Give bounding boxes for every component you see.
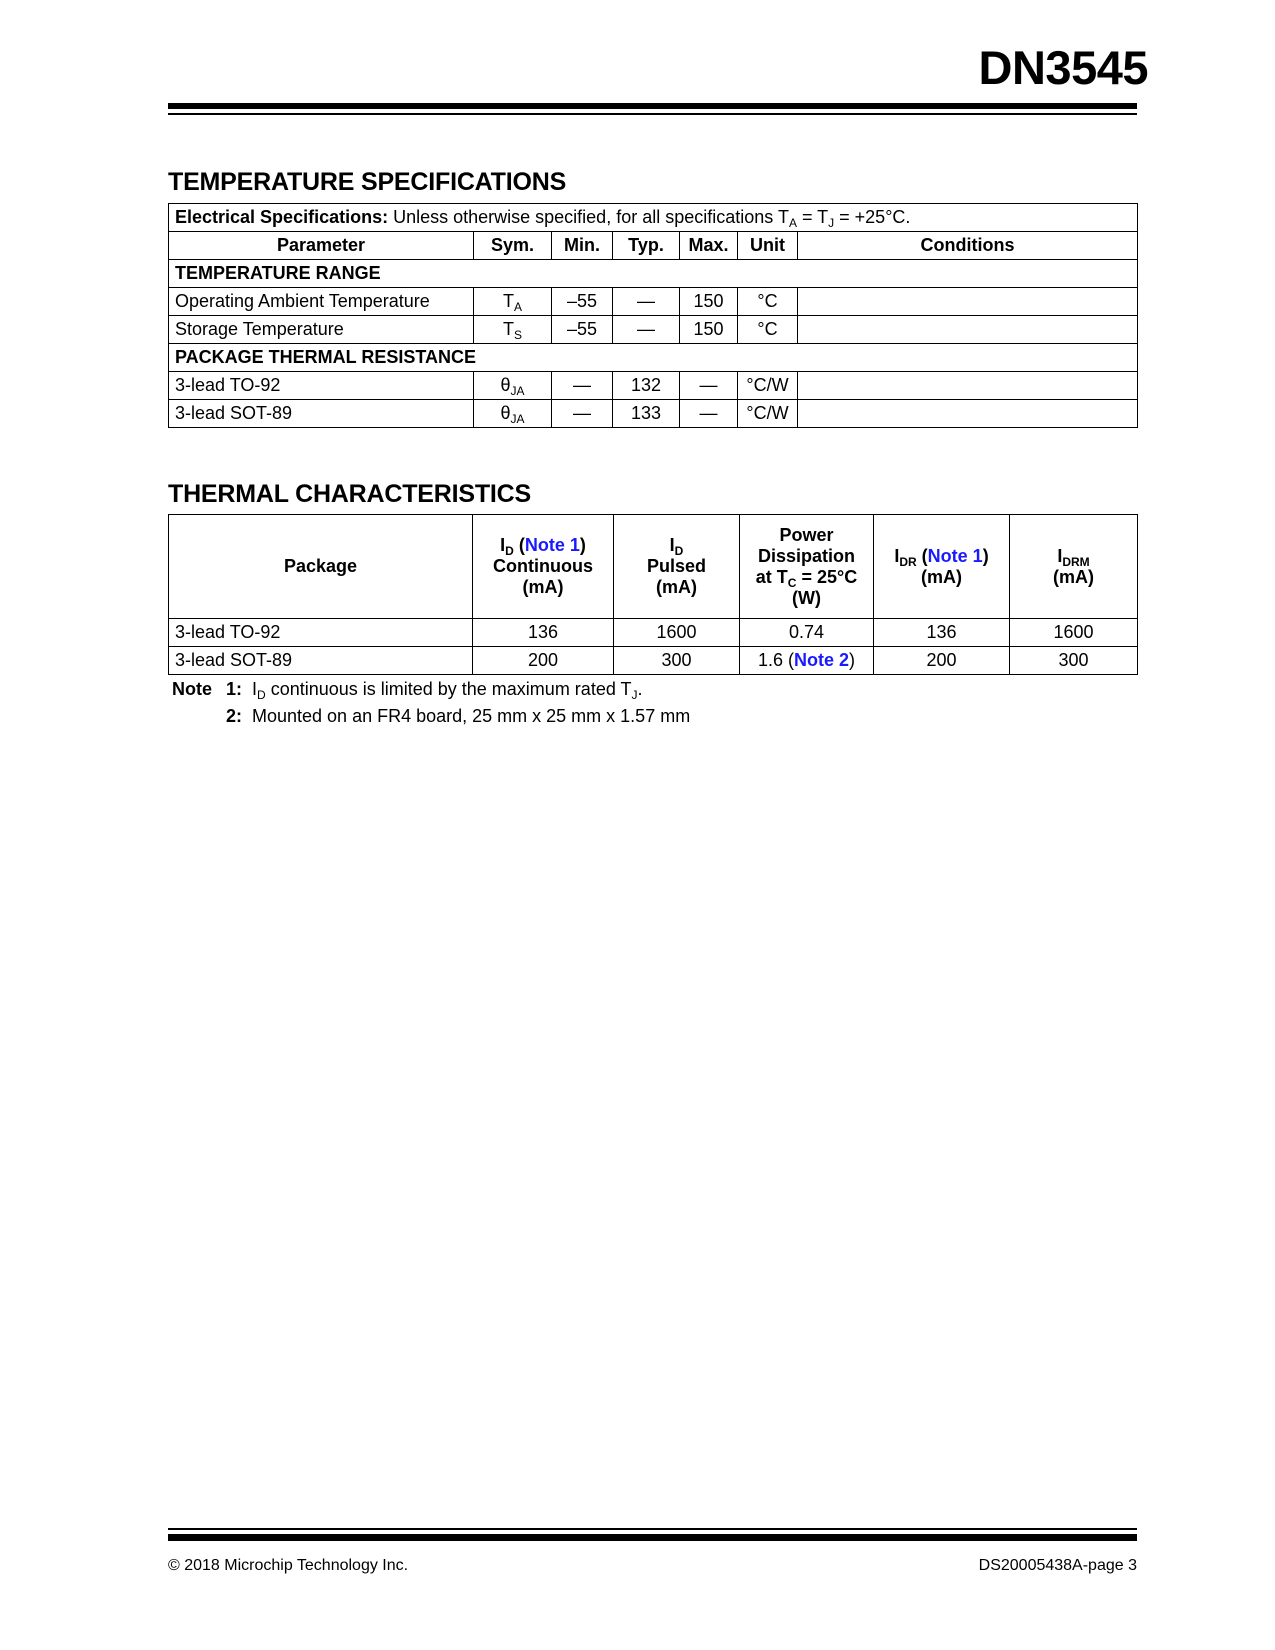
col-min: Min. bbox=[552, 232, 613, 260]
thermal-characteristics-table bbox=[168, 514, 1138, 675]
min-cell: –55 bbox=[552, 316, 613, 344]
unit-cell: °C/W bbox=[738, 372, 798, 400]
header-rule-thin bbox=[168, 113, 1137, 115]
unit-cell: °C/W bbox=[738, 400, 798, 428]
symbol-cell: $\theta_{JA}$ bbox=[474, 372, 552, 400]
table-row bbox=[169, 400, 1138, 428]
electrical-spec-text: Unless otherwise specified, for all specifications $T_A = T_J = +25^\circ C$. bbox=[388, 207, 911, 230]
typ-cell: 133 bbox=[613, 400, 680, 428]
max-cell: — bbox=[680, 372, 738, 400]
temperature-specifications-table bbox=[168, 203, 1138, 428]
document-title: DN3545 bbox=[978, 41, 1148, 94]
max-cell: 150 bbox=[680, 288, 738, 316]
max-cell: 150 bbox=[680, 316, 738, 344]
footer-rule-thin bbox=[168, 1528, 1137, 1530]
note-1-text: $I_D$ continuous is limited by the maximum rated $T_J$. bbox=[252, 679, 643, 702]
col-max: Max. bbox=[680, 232, 738, 260]
col-unit: Unit bbox=[738, 232, 798, 260]
temperature-specifications-heading: TEMPERATURE SPECIFICATIONS bbox=[168, 168, 567, 196]
unit-cell: °C bbox=[738, 316, 798, 344]
footer-copyright: © 2018 Microchip Technology Inc. bbox=[168, 1557, 409, 1574]
idrm-cell: 300 bbox=[1010, 647, 1138, 675]
table-row bbox=[169, 372, 1138, 400]
note-2-label: 2: bbox=[225, 706, 242, 726]
idr-cell: 136 bbox=[874, 619, 1010, 647]
symbol-cell: $T_S$ bbox=[474, 316, 552, 344]
table-row bbox=[169, 647, 1138, 675]
note-1-link[interactable]: Note 1 bbox=[927, 545, 983, 566]
note-1-label: Note 1: bbox=[172, 679, 242, 699]
note-2 bbox=[172, 703, 690, 730]
header-rule-thick bbox=[168, 103, 1137, 109]
max-cell: — bbox=[680, 400, 738, 428]
col-parameter: Parameter bbox=[169, 232, 474, 260]
conditions-cell bbox=[798, 288, 1138, 316]
electrical-spec-row bbox=[169, 204, 1138, 232]
idrm-cell: 1600 bbox=[1010, 619, 1138, 647]
id-pulsed-cell: 300 bbox=[614, 647, 740, 675]
table-header-row bbox=[169, 515, 1138, 619]
id-continuous-cell: 136 bbox=[473, 619, 614, 647]
group-row bbox=[169, 344, 1138, 372]
group-temperature-range: TEMPERATURE RANGE bbox=[169, 260, 1138, 288]
col-id-pulsed: $I_D$ Pulsed (mA) bbox=[614, 515, 740, 619]
param-cell: 3-lead TO-92 bbox=[169, 372, 474, 400]
table-notes bbox=[172, 676, 690, 730]
idr-cell: 200 bbox=[874, 647, 1010, 675]
note-1-link[interactable]: Note 1 bbox=[524, 535, 580, 555]
param-cell: Storage Temperature bbox=[169, 316, 474, 344]
electrical-spec-label: Electrical Specifications: bbox=[175, 207, 389, 227]
table-row bbox=[169, 316, 1138, 344]
col-id-continuous: $I_D$ (Note 1) Continuous (mA) bbox=[473, 515, 614, 619]
thermal-characteristics-heading: THERMAL CHARACTERISTICS bbox=[168, 480, 531, 508]
col-power-dissipation: Power Dissipation at $T_C = 25^\circ C$ (W) bbox=[740, 515, 874, 619]
conditions-cell bbox=[798, 372, 1138, 400]
package-cell: 3-lead SOT-89 bbox=[169, 647, 473, 675]
note-2-text: Mounted on an FR4 board, 25 mm x 25 mm x 1.57 mm bbox=[252, 706, 691, 726]
symbol-cell: $\theta_{JA}$ bbox=[474, 400, 552, 428]
col-idrm: $I_{DRM}$ (mA) bbox=[1010, 515, 1138, 619]
package-cell: 3-lead TO-92 bbox=[169, 619, 473, 647]
param-cell: 3-lead SOT-89 bbox=[169, 400, 474, 428]
id-continuous-cell: 200 bbox=[473, 647, 614, 675]
note-2-link[interactable]: Note 2 bbox=[794, 650, 850, 670]
group-package-thermal-resistance: PACKAGE THERMAL RESISTANCE bbox=[169, 344, 1138, 372]
col-typ: Typ. bbox=[613, 232, 680, 260]
power-cell: 0.74 bbox=[740, 619, 874, 647]
col-package: Package bbox=[169, 515, 473, 619]
power-cell: 1.6 (Note 2) bbox=[740, 647, 874, 675]
typ-cell: — bbox=[613, 316, 680, 344]
id-pulsed-cell: 1600 bbox=[614, 619, 740, 647]
col-conditions: Conditions bbox=[798, 232, 1138, 260]
table-row bbox=[169, 619, 1138, 647]
col-symbol: Sym. bbox=[474, 232, 552, 260]
min-cell: — bbox=[552, 400, 613, 428]
min-cell: –55 bbox=[552, 288, 613, 316]
footer-doc-id: DS20005438A-page 3 bbox=[978, 1557, 1137, 1574]
min-cell: — bbox=[552, 372, 613, 400]
table-header-row bbox=[169, 232, 1138, 260]
typ-cell: — bbox=[613, 288, 680, 316]
col-idr: $I_{DR}$ (Note 1) (mA) bbox=[874, 515, 1010, 619]
footer-rule-thick bbox=[168, 1534, 1137, 1541]
note-1 bbox=[172, 676, 690, 703]
conditions-cell bbox=[798, 400, 1138, 428]
typ-cell: 132 bbox=[613, 372, 680, 400]
group-row bbox=[169, 260, 1138, 288]
conditions-cell bbox=[798, 316, 1138, 344]
param-cell: Operating Ambient Temperature bbox=[169, 288, 474, 316]
symbol-cell: $T_A$ bbox=[474, 288, 552, 316]
unit-cell: °C bbox=[738, 288, 798, 316]
table-row bbox=[169, 288, 1138, 316]
